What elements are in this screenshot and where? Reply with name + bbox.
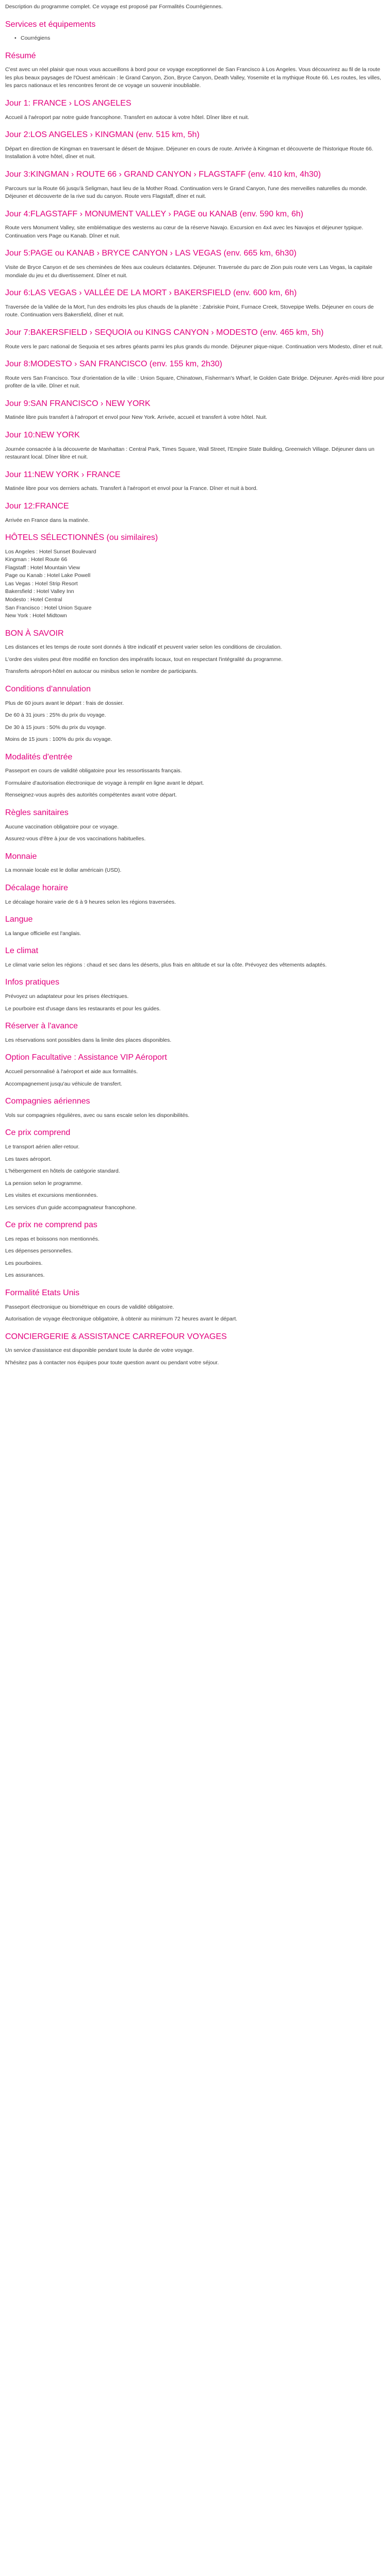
hotel-item: Las Vegas : Hotel Strip Resort: [5, 580, 78, 587]
hotel-item: Los Angeles : Hotel Sunset Boulevard: [5, 548, 96, 555]
info-sections: [5, 628, 386, 1367]
section-text: Les visites et excursions mentionnées.: [5, 1192, 98, 1199]
section-text: Plus de 60 jours avant le départ : frais de dossier.: [5, 700, 124, 706]
day-title: Jour 10:NEW YORK: [5, 431, 80, 440]
hotel-item: Kingman : Hotel Route 66: [5, 556, 68, 563]
section-text: Un service d'assistance est disponible pendant toute la durée de votre voyage.: [5, 1347, 194, 1354]
section-text: L'hébergement en hôtels de catégorie standard.: [5, 1168, 120, 1175]
section-title: Compagnies aériennes: [5, 1097, 90, 1106]
section-title: Ce prix ne comprend pas: [5, 1221, 97, 1230]
section-title: Modalités d'entrée: [5, 752, 73, 761]
section-text: Les réservations sont possibles dans la limite des places disponibles.: [5, 1037, 172, 1043]
section-title: Langue: [5, 915, 33, 924]
hotel-item: Bakersfield : Hotel Valley Inn: [5, 588, 74, 595]
section-text: Les repas et boissons non mentionnés.: [5, 1235, 100, 1242]
section-text: Aucune vaccination obligatoire pour ce voyage.: [5, 823, 119, 830]
hotels-list: [5, 548, 386, 620]
section-title: BON À SAVOIR: [5, 629, 64, 638]
section-title: Le climat: [5, 946, 39, 956]
summary-title: Résumé: [5, 51, 36, 60]
section-title: Formalité Etats Unis: [5, 1289, 80, 1298]
section-text: Le décalage horaire varie de 6 à 9 heures selon les régions traversées.: [5, 899, 176, 905]
hotel-item: Flagstaff : Hotel Mountain View: [5, 564, 80, 571]
section-title: CONCIERGERIE & ASSISTANCE CARREFOUR VOYAGES: [5, 1332, 227, 1341]
section-text: Le climat varie selon les régions : chaud et sec dans les déserts, plus frais en altitude et sur la côte. Prévoyez des vêtements adaptés.: [5, 961, 327, 968]
services-item: • Courrégiens: [14, 35, 386, 43]
day-text: Matinée libre puis transfert à l'aéroport et envol pour New York. Arrivée, accueil et transfert à votre hôtel. Nuit.: [5, 414, 268, 421]
day-text: Route vers le parc national de Sequoia et ses arbres géants parmi les plus grands du monde. Déjeuner pique-nique. Continuation vers Modesto, dîner et nuit.: [5, 343, 383, 350]
section-title: Réserver à l'avance: [5, 1022, 78, 1031]
day-title: Jour 11:NEW YORK › FRANCE: [5, 470, 121, 479]
section-text: Formulaire d'autorisation électronique de voyage à remplir en ligne avant le départ.: [5, 779, 204, 786]
section-text: La langue officielle est l'anglais.: [5, 930, 82, 937]
day-text: Traversée de la Vallée de la Mort, l'un des endroits les plus chauds de la planète : Zabriskie Point, Furnace Creek, Stovepipe Wells. Déjeuner en cours de route. Continuation vers Bakersfield, dîner et nuit.: [5, 303, 374, 318]
section-text: N'hésitez pas à contacter nos équipes pour toute question avant ou pendant votre séjour.: [5, 1359, 219, 1366]
section-text: Vols sur compagnies régulières, avec ou sans escale selon les disponibilités.: [5, 1112, 190, 1118]
section-text: De 60 à 31 jours : 25% du prix du voyage.: [5, 712, 106, 719]
section-text: Les assurances.: [5, 1272, 45, 1279]
section-text: Les taxes aéroport.: [5, 1156, 52, 1162]
section-title: Ce prix comprend: [5, 1128, 71, 1138]
day-title: Jour 2:LOS ANGELES › KINGMAN (env. 515 km, 5h): [5, 130, 200, 140]
section-text: Les distances et les temps de route sont donnés à titre indicatif et peuvent varier selon les conditions de circulation.: [5, 644, 282, 651]
hotel-item: San Francisco : Hotel Union Square: [5, 604, 92, 611]
section-text: Les dépenses personnelles.: [5, 1248, 73, 1255]
summary-text: C'est avec un réel plaisir que nous vous accueillons à bord pour ce voyage exceptionnel de San Francisco à Los Angeles. Vous découvrirez au fil de la route les plus beaux paysages de l'Ouest américain : le Grand Canyon, Zion, Bryce Canyon, Death Valley, Yosemite et la mythique Route 66. Les routes, les villes, les parcs nationaux et les rencontres feront de ce voyage un souvenir inoubliable.: [5, 66, 381, 89]
day-title: Jour 7:BAKERSFIELD › SEQUOIA ou KINGS CANYON › MODESTO (env. 465 km, 5h): [5, 328, 324, 337]
day-title: Jour 12:FRANCE: [5, 501, 69, 511]
day-text: Route vers Monument Valley, site emblématique des westerns au cœur de la réserve Navajo. Excursion en 4x4 avec les Navajos et déjeuner typique. Continuation vers Page ou Kanab. Dîner et nuit.: [5, 225, 364, 239]
section-text: Moins de 15 jours : 100% du prix du voyage.: [5, 736, 112, 743]
hotel-item: Page ou Kanab : Hotel Lake Powell: [5, 572, 91, 579]
day-title: Jour 9:SAN FRANCISCO › NEW YORK: [5, 399, 151, 408]
section-text: Les pourboires.: [5, 1260, 43, 1266]
section-title: Conditions d'annulation: [5, 684, 91, 693]
section-text: Les services d'un guide accompagnateur francophone.: [5, 1204, 137, 1211]
section-text: La monnaie locale est le dollar américain (USD).: [5, 867, 122, 874]
section-text: Assurez-vous d'être à jour de vos vaccinations habituelles.: [5, 836, 146, 842]
day-text: Visite de Bryce Canyon et de ses cheminées de fées aux couleurs éclatantes. Déjeuner. Traversée du parc de Zion puis route vers Las Vegas, la capitale mondiale du jeu et du divertissement. Dîner et nuit.: [5, 264, 372, 279]
day-title: Jour 6:LAS VEGAS › VALLÉE DE LA MORT › BAKERSFIELD (env. 600 km, 6h): [5, 289, 297, 298]
programme: [5, 97, 386, 524]
section-text: Accompagnement jusqu'au véhicule de transfert.: [5, 1080, 122, 1087]
day-text: Matinée libre pour vos derniers achats. Transfert à l'aéroport et envol pour la France. Dîner et nuit à bord.: [5, 485, 258, 492]
section-text: Passeport électronique ou biométrique en cours de validité obligatoire.: [5, 1303, 174, 1310]
day-title: Jour 5:PAGE ou KANAB › BRYCE CANYON › LAS VEGAS (env. 665 km, 6h30): [5, 249, 297, 258]
section-text: Accueil personnalisé à l'aéroport et aide aux formalités.: [5, 1069, 138, 1075]
day-title: Jour 1: FRANCE › LOS ANGELES: [5, 99, 132, 108]
section-title: Monnaie: [5, 852, 37, 861]
day-title: Jour 8:MODESTO › SAN FRANCISCO (env. 155 km, 2h30): [5, 360, 222, 369]
section-text: Autorisation de voyage électronique obligatoire, à obtenir au minimum 72 heures avant le départ.: [5, 1316, 238, 1323]
services-list: [5, 35, 386, 43]
section-title: Règles sanitaires: [5, 808, 69, 817]
hotel-item: Modesto : Hotel Central: [5, 597, 62, 603]
hotel-item: New York : Hotel Midtown: [5, 613, 67, 619]
section-text: Passeport en cours de validité obligatoire pour les ressortissants français.: [5, 768, 182, 774]
section-text: Renseignez-vous auprès des autorités compétentes avant votre départ.: [5, 792, 177, 799]
section-text: Le pourboire est d'usage dans les restaurants et pour les guides.: [5, 1005, 161, 1012]
day-text: Arrivée en France dans la matinée.: [5, 517, 90, 523]
day-text: Départ en direction de Kingman en traversant le désert de Mojave. Déjeuner en cours de route. Arrivée à Kingman et découverte de l'historique Route 66. Installation à votre hôtel, dîner et nuit.: [5, 145, 373, 160]
day-title: Jour 4:FLAGSTAFF › MONUMENT VALLEY › PAGE ou KANAB (env. 590 km, 6h): [5, 209, 303, 218]
section-title: Décalage horaire: [5, 883, 68, 892]
section-text: Prévoyez un adaptateur pour les prises électriques.: [5, 993, 129, 1000]
day-text: Journée consacrée à la découverte de Manhattan : Central Park, Times Square, Wall Street, l'Empire State Building, Greenwich Village. Déjeuner dans un restaurant local. Dîner libre et nuit.: [5, 446, 374, 461]
section-text: L'ordre des visites peut être modifié en fonction des impératifs locaux, tout en respectant l'intégralité du programme.: [5, 656, 283, 663]
section-text: De 30 à 15 jours : 50% du prix du voyage.: [5, 724, 106, 731]
section-text: Transferts aéroport-hôtel en autocar ou minibus selon le nombre de participants.: [5, 668, 198, 675]
intro-text: Description du programme complet. Ce voyage est proposé par Formalités Courrégiennes.: [5, 4, 223, 10]
day-text: Accueil à l'aéroport par notre guide francophone. Transfert en autocar à votre hôtel. Dîner libre et nuit.: [5, 114, 250, 121]
hotels-title: HÔTELS SÉLECTIONNÉS (ou similaires): [5, 533, 158, 543]
section-text: La pension selon le programme.: [5, 1180, 83, 1187]
day-text: Route vers San Francisco. Tour d'orientation de la ville : Union Square, Chinatown, Fisherman's Wharf, le Golden Gate Bridge. Déjeuner. Après-midi libre pour profiter de la ville. Dîner et nuit.: [5, 375, 385, 389]
section-title: Infos pratiques: [5, 978, 59, 987]
section-title: Option Facultative : Assistance VIP Aéroport: [5, 1053, 167, 1062]
services-title: Services et équipements: [5, 20, 96, 29]
day-title: Jour 3:KINGMAN › ROUTE 66 › GRAND CANYON › FLAGSTAFF (env. 410 km, 4h30): [5, 170, 321, 179]
section-text: Le transport aérien aller-retour.: [5, 1144, 80, 1150]
day-text: Parcours sur la Route 66 jusqu'à Seligman, haut lieu de la Mother Road. Continuation vers le Grand Canyon, l'une des merveilles naturelles du monde. Déjeuner et découverte de la rive sud du canyon. Route vers Flagstaff, dîner et nuit.: [5, 185, 368, 200]
